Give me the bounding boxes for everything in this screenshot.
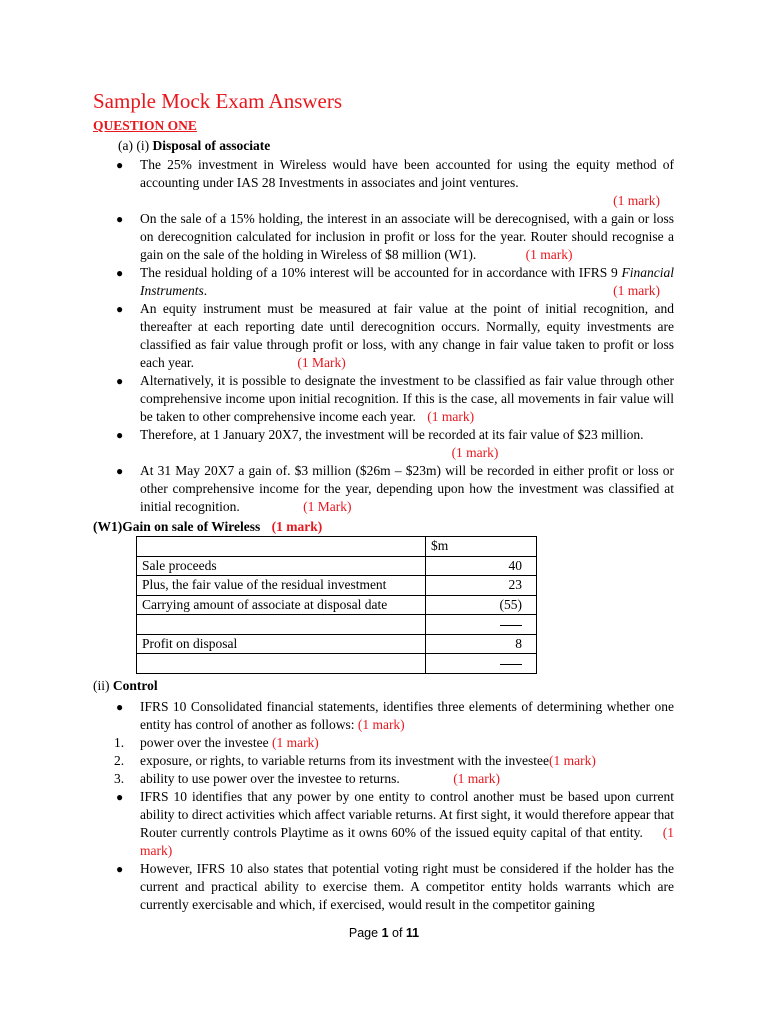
row-label: Sale proceeds bbox=[137, 556, 426, 576]
list-item bbox=[114, 372, 674, 426]
row-label: Plus, the fair value of the residual investment bbox=[137, 576, 426, 596]
list-item-text: The 25% investment in Wireless would have been accounted for using the equity method of accounting under IAS 28 Investments in associates and joint ventures. bbox=[140, 157, 674, 190]
row-value: (55) bbox=[426, 595, 537, 615]
mark-label: (1 mark) bbox=[525, 247, 573, 262]
row-value: 23 bbox=[426, 576, 537, 596]
mark-label: (1 mark) bbox=[613, 283, 660, 298]
bullet-icon: ● bbox=[116, 158, 124, 172]
w1-heading bbox=[93, 518, 322, 535]
total-pages: 11 bbox=[405, 926, 420, 940]
item-number: 1. bbox=[114, 735, 125, 750]
total-rule bbox=[500, 664, 522, 665]
table-header-row bbox=[137, 537, 537, 557]
bullet-icon: ● bbox=[116, 700, 124, 714]
list-item bbox=[114, 698, 674, 734]
current-page: 1 bbox=[381, 926, 389, 940]
list-item-text: An equity instrument must be measured at fair value at the point of initial recognition, and thereafter at each reporting date until derecognition occurs. Normally, equity investments are classified as fair value through profit or loss, with any change in fair value taken to profit or loss each year. bbox=[140, 301, 674, 370]
part-ii-title: Control bbox=[112, 678, 158, 693]
row-value: 8 bbox=[426, 634, 537, 654]
part-a-title: Disposal of associate bbox=[152, 138, 271, 153]
page-footer: Page 1 of 11 bbox=[348, 926, 420, 940]
page-title: Sample Mock Exam Answers bbox=[93, 89, 343, 113]
table-row bbox=[137, 556, 537, 576]
list-item: ● The residual holding of a 10% interest will be accounted for in accordance with IFRS 9 Financial Instruments. (1 mark) bbox=[116, 265, 674, 298]
list-item bbox=[114, 462, 674, 516]
mark-label: (1 Mark) bbox=[297, 355, 346, 370]
mark-label: (1 mark) bbox=[271, 735, 319, 750]
total-rule bbox=[500, 625, 522, 626]
mark-label: (1 mark) bbox=[427, 409, 475, 424]
question-heading: QUESTION ONE bbox=[93, 118, 197, 133]
mark-label: (1 mark) bbox=[271, 519, 323, 534]
list-item-text: IFRS 10 identifies that any power by one entity to control another must be based upon current ability to direct activities which affect variable returns. At first sight, it would therefore appear that Router currently controls Playtime as it owns 60% of the issued equity capital of that entity. bbox=[140, 789, 674, 840]
list-item-text: power over the investee bbox=[140, 735, 269, 750]
bullet-icon: ● bbox=[116, 302, 124, 316]
bullet-icon: ● bbox=[116, 464, 124, 478]
w1-table bbox=[136, 536, 537, 674]
numbered-item bbox=[114, 752, 674, 770]
table-row bbox=[137, 654, 537, 674]
part-a-heading bbox=[118, 137, 270, 154]
part-a-label: (a) (i) bbox=[118, 138, 150, 153]
list-item bbox=[114, 210, 674, 264]
list-item-text: ability to use power over the investee to returns. bbox=[140, 771, 400, 786]
bullet-icon: ● bbox=[116, 374, 124, 388]
list-item bbox=[114, 300, 674, 372]
list-item-text: Alternatively, it is possible to designate the investment to be classified as fair value through other comprehensive income upon initial recognition. If this is the case, all movements in fair value will be taken to other comprehensive income each year. bbox=[140, 373, 674, 424]
list-item bbox=[114, 860, 674, 914]
part-ii-heading bbox=[93, 677, 158, 694]
row-label: Profit on disposal bbox=[137, 634, 426, 654]
list-item bbox=[114, 788, 674, 860]
list-item-italic: Financial Instruments bbox=[140, 265, 674, 298]
bullet-icon: ● bbox=[116, 212, 124, 226]
mark-label: (1 mark) bbox=[451, 445, 499, 460]
mark-label: (1 mark) bbox=[549, 753, 596, 768]
item-number: 2. bbox=[114, 753, 125, 768]
list-item-text: However, IFRS 10 also states that potential voting right must be considered if the holder has the current and practical ability to exercise them. A competitor entity holds warrants which are currently exercisable and which, if exercised, would result in the competitor gaining bbox=[140, 861, 674, 912]
table-row bbox=[137, 576, 537, 596]
mark-label: (1 mark) bbox=[140, 825, 674, 858]
list-item bbox=[114, 156, 674, 210]
row-value: 40 bbox=[426, 556, 537, 576]
item-number: 3. bbox=[114, 771, 125, 786]
list-item bbox=[114, 426, 674, 462]
list-item-text: Therefore, at 1 January 20X7, the investment will be recorded at its fair value of $23 million. bbox=[140, 427, 644, 442]
column-header: $m bbox=[426, 537, 537, 557]
numbered-item bbox=[114, 734, 674, 752]
list-item-text: On the sale of a 15% holding, the interest in an associate will be derecognised, with a gain or loss on derecognition calculated for inclusion in profit or loss for the year. Router should recognise a gain on the sale of the holding in Wireless of $8 million (W1). bbox=[140, 211, 674, 262]
part-ii-label: (ii) bbox=[93, 678, 110, 693]
list-item-text: exposure, or rights, to variable returns from its investment with the investee bbox=[140, 753, 550, 768]
section-ii-list bbox=[114, 698, 674, 914]
bullet-icon: ● bbox=[116, 266, 124, 280]
bullet-icon: ● bbox=[116, 428, 124, 442]
list-item-text: IFRS 10 Consolidated financial statements, identifies three elements of determining whether one entity has control of another as follows: bbox=[140, 699, 674, 732]
numbered-item bbox=[114, 770, 674, 788]
mark-label: (1 mark) bbox=[613, 193, 660, 208]
bullet-icon: ● bbox=[116, 790, 124, 804]
mark-label: (1 Mark) bbox=[303, 499, 352, 514]
bullet-icon: ● bbox=[116, 862, 124, 876]
row-label: Carrying amount of associate at disposal date bbox=[137, 595, 426, 615]
w1-title: (W1)Gain on sale of Wireless bbox=[93, 519, 261, 534]
table-row bbox=[137, 595, 537, 615]
table-row bbox=[137, 634, 537, 654]
table-row bbox=[137, 615, 537, 635]
list-item-text: The residual holding of a 10% interest will be accounted for in accordance with IFRS 9 bbox=[140, 265, 622, 280]
section-i-list bbox=[114, 156, 674, 516]
mark-label: (1 mark) bbox=[453, 771, 501, 786]
mark-label: (1 mark) bbox=[357, 717, 405, 732]
list-item-text: At 31 May 20X7 a gain of. $3 million ($26m – $23m) will be recorded in either profit or loss or other comprehensive income for the year, depending upon how the investment was classified at initial recognition. bbox=[140, 463, 674, 514]
